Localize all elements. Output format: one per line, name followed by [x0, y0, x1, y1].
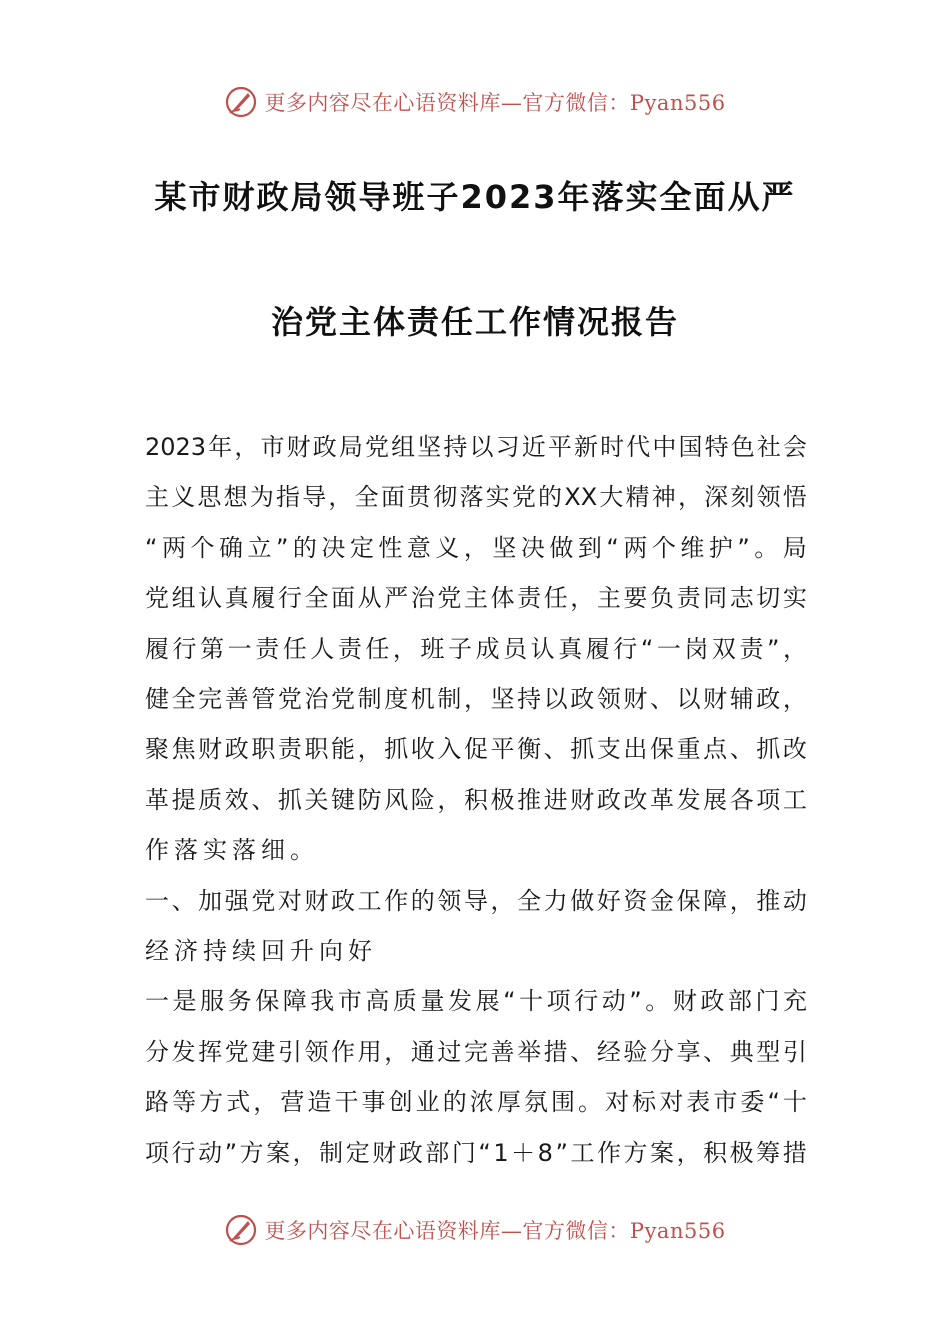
document-title-line-2: 治党主体责任工作情况报告 [270, 303, 679, 341]
paragraph-line: 主 义 思 想 为 指 导 ， 全 面 贯 彻 落 实 党 的 XX 大 精 神 ， 深 刻 领 悟 [145, 483, 807, 512]
quill-logo-icon [224, 1213, 258, 1247]
watermark-header [0, 82, 950, 122]
document-title-line-1: 某市财政局领导班子2023年落实全面从严 [154, 178, 796, 216]
paragraph-line: 履 行 第 一 责 任 人 责 任 ， 班 子 成 员 认 真 履 行 “ 一 岗 双 责 ” ， [145, 634, 807, 663]
paragraph-line: 党 组 认 真 履 行 全 面 从 严 治 党 主 体 责 任 ， 主 要 负 责 同 志 切 实 [145, 584, 807, 613]
paragraph-line: 分 发 挥 党 建 引 领 作 用 ， 通 过 完 善 举 措 、 经 验 分 享 、 典 型 引 [145, 1037, 807, 1066]
paragraph-line: 一 是 服 务 保 障 我 市 高 质 量 发 展 “ 十 项 行 动 ” 。 财 政 部 门 充 [145, 987, 807, 1016]
paragraph-line: 路 等 方 式 ， 营 造 干 事 创 业 的 浓 厚 氛 围 。 对 标 对 表 市 委 “ 十 [145, 1088, 807, 1117]
paragraph-line: 经济持续回升向好 [145, 937, 377, 965]
paragraph-line: 健 全 完 善 管 党 治 党 制 度 机 制 ， 坚 持 以 政 领 财 、 以 财 辅 政 ， [145, 685, 807, 713]
paragraph-line: 一 、 加 强 党 对 财 政 工 作 的 领 导 ， 全 力 做 好 资 金 保 障 ， 推 动 [145, 886, 807, 915]
watermark-footer [0, 1210, 950, 1250]
paragraph-line: 项 行 动 ” 方 案 ， 制 定 财 政 部 门 “ 1 ＋ 8 ” 工 作 方 案 ， 积 极 筹 措 [145, 1138, 807, 1167]
watermark-text: 更多内容尽在心语资料库—官方微信：Pyan556 [264, 91, 726, 115]
quill-logo-icon [224, 85, 258, 119]
watermark-text: 更多内容尽在心语资料库—官方微信：Pyan556 [264, 1219, 726, 1243]
paragraph-line: 2023 年 ， 市 财 政 局 党 组 坚 持 以 习 近 平 新 时 代 中 国 特 色 社 会 [145, 433, 807, 461]
paragraph-line: 作落实落细。 [145, 836, 319, 865]
paragraph-line: 聚 焦 财 政 职 责 职 能 ， 抓 收 入 促 平 衡 、 抓 支 出 保 重 点 、 抓 改 [145, 735, 807, 764]
paragraph-line: 革 提 质 效 、 抓 关 键 防 风 险 ， 积 极 推 进 财 政 改 革 发 展 各 项 工 [145, 785, 807, 814]
paragraph-line: “ 两 个 确 立 ” 的 决 定 性 意 义 ， 坚 决 做 到 “ 两 个 维 护 ” 。 局 [145, 533, 807, 562]
